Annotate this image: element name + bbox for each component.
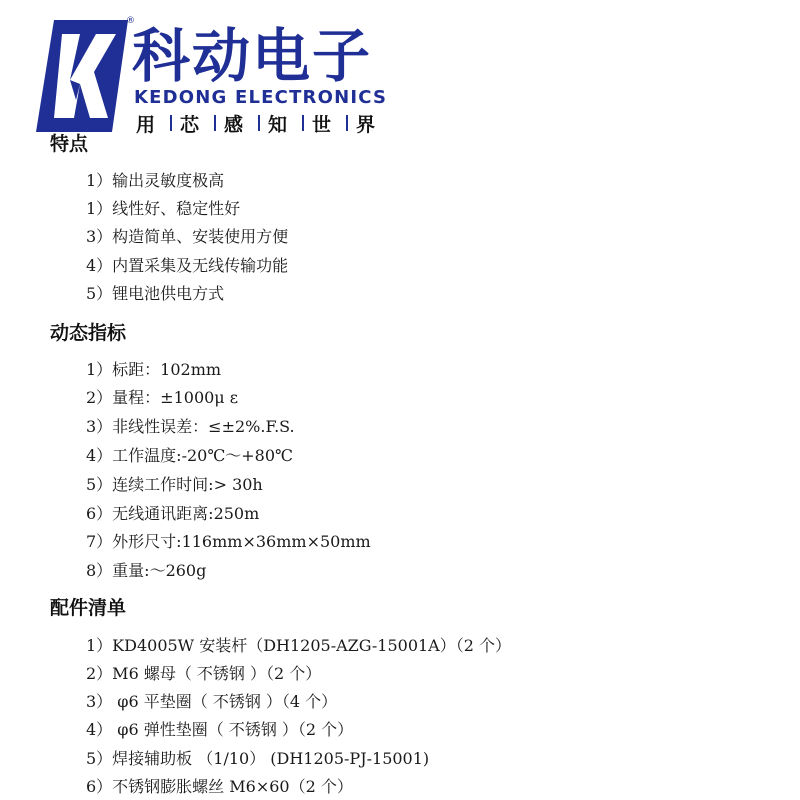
brand-header bbox=[36, 14, 416, 136]
slogan-divider bbox=[346, 115, 348, 131]
slogan-divider bbox=[214, 115, 216, 131]
slogan-divider bbox=[302, 115, 304, 131]
slogan-char: 芯 bbox=[180, 113, 200, 136]
slogan-char: 世 bbox=[312, 113, 332, 136]
brand-name-cn: 科动电子 bbox=[132, 22, 373, 90]
slogan-char: 用 bbox=[136, 113, 156, 136]
accessory-item: 6）不锈钢膨胀螺丝 M6×60（2 个） bbox=[86, 777, 353, 796]
accessory-item: 1）KD4005W 安装杆（DH1205-AZG-15001A）（2 个） bbox=[86, 636, 511, 655]
section-title-accessories: 配件清单 bbox=[50, 597, 127, 619]
slogan-char: 感 bbox=[224, 113, 244, 136]
slogan-divider bbox=[258, 115, 260, 131]
spec-item: 4）工作温度:-20℃～+80℃ bbox=[86, 446, 293, 465]
brand-name-en: KEDONG ELECTRONICS bbox=[134, 87, 388, 108]
section-title-features: 特点 bbox=[50, 133, 89, 155]
spec-item: 3）非线性误差：≤±2%.F.S. bbox=[86, 417, 295, 436]
accessory-item: 3） φ6 平垫圈（ 不锈钢 ）（4 个） bbox=[86, 692, 338, 711]
spec-item: 1）标距：102mm bbox=[86, 360, 222, 379]
spec-item: 7）外形尺寸:116mm×36mm×50mm bbox=[86, 532, 371, 551]
feature-item: 1）输出灵敏度极高 bbox=[86, 171, 225, 190]
accessory-item: 4） φ6 弹性垫圈（ 不锈钢 ）（2 个） bbox=[86, 720, 354, 739]
kedong-logo-icon bbox=[36, 20, 128, 132]
registered-mark: ® bbox=[126, 16, 135, 26]
spec-item: 5）连续工作时间:> 30h bbox=[86, 475, 263, 494]
feature-item: 1）线性好、稳定性好 bbox=[86, 199, 241, 218]
section-title-specs: 动态指标 bbox=[50, 322, 127, 344]
feature-item: 5）锂电池供电方式 bbox=[86, 284, 225, 303]
slogan-char: 知 bbox=[268, 113, 288, 136]
feature-item: 3）构造简单、安装使用方便 bbox=[86, 227, 289, 246]
slogan bbox=[136, 110, 386, 136]
slogan-char: 界 bbox=[356, 113, 376, 136]
spec-item: 6）无线通讯距离:250m bbox=[86, 504, 260, 523]
spec-item: 8）重量:～260g bbox=[86, 561, 207, 580]
spec-item: 2）量程：±1000μ ε bbox=[86, 388, 239, 407]
slogan-divider bbox=[170, 115, 172, 131]
accessory-item: 2）M6 螺母（ 不锈钢 ）（2 个） bbox=[86, 664, 322, 683]
accessory-item: 5）焊接辅助板 （1/10） (DH1205-PJ-15001) bbox=[86, 749, 430, 768]
feature-item: 4）内置采集及无线传输功能 bbox=[86, 256, 289, 275]
